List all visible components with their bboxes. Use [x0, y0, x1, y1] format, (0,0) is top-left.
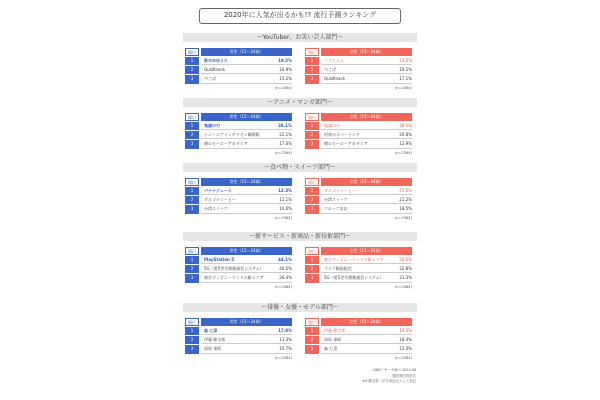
- rank-number: 1: [305, 57, 319, 65]
- table-header: [185, 113, 292, 121]
- rank-number: 1: [305, 327, 319, 335]
- rank-number: 3: [185, 205, 199, 213]
- item-percentage: 19.5%: [390, 66, 412, 74]
- item-percentage: 20.8%: [390, 131, 412, 139]
- male-ranking-table: [185, 113, 292, 155]
- table-row: [305, 187, 412, 195]
- rank-header: 順位: [185, 247, 199, 255]
- rank-number: 2: [185, 66, 199, 74]
- ranking-section: [183, 163, 417, 238]
- table-row: [185, 187, 292, 195]
- sample-size: (n=2364): [394, 150, 412, 155]
- sample-size: (n=2364): [274, 215, 292, 220]
- item-percentage: 16.9%: [270, 66, 292, 74]
- item-percentage: 10.7%: [270, 345, 292, 353]
- item-name: シン・エヴァンゲリオン劇場版: [201, 131, 270, 139]
- table-row: [185, 57, 292, 65]
- item-percentage: 44.1%: [270, 256, 292, 264]
- rank-number: 1: [305, 122, 319, 130]
- sample-size: (n=2364): [394, 215, 412, 220]
- item-name: 鬼滅の刃: [321, 122, 390, 130]
- rank-number: 2: [185, 336, 199, 344]
- female-ranking-table: [305, 113, 412, 155]
- item-percentage: 12.3%: [270, 187, 292, 195]
- table-row: [185, 345, 292, 353]
- rank-number: 3: [185, 345, 199, 353]
- item-name: ダルゴナコーヒー: [321, 187, 390, 195]
- item-percentage: 31.3%: [390, 274, 412, 282]
- rank-number: 3: [185, 75, 199, 83]
- item-name: 清原 果耶: [201, 345, 270, 353]
- rank-header: 順位: [185, 318, 199, 326]
- rank-header: 順位: [305, 318, 319, 326]
- rank-header: 順位: [185, 113, 199, 121]
- female-category-header: 女性（15〜24歳）: [321, 113, 412, 121]
- sample-size: (n=2364): [274, 355, 292, 360]
- table-row: [185, 274, 292, 282]
- item-name: 鬼滅の刃: [201, 122, 270, 130]
- item-name: 台湾スイーツ: [321, 196, 390, 204]
- rank-number: 2: [305, 336, 319, 344]
- male-category-header: 男性（15〜24歳）: [201, 113, 292, 121]
- item-name: 僕のヒーローアカデミア: [321, 140, 390, 148]
- table-row: [305, 274, 412, 282]
- item-name: 伊藤 健太郎: [321, 327, 390, 335]
- rank-header: 順位: [305, 48, 319, 56]
- table-row: [305, 345, 412, 353]
- rank-number: 1: [305, 187, 319, 195]
- sample-size: (n=2364): [394, 284, 412, 289]
- female-category-header: 女性（15〜24歳）: [321, 178, 412, 186]
- rank-number: 1: [185, 122, 199, 130]
- rank-header: 順位: [305, 113, 319, 121]
- female-category-header: 女性（15〜24歳）: [321, 247, 412, 255]
- male-ranking-table: [185, 247, 292, 289]
- item-name: フルーツ氷岩: [321, 205, 390, 213]
- item-percentage: 21.6%: [390, 187, 412, 195]
- rank-header: 順位: [305, 178, 319, 186]
- item-percentage: 36.5%: [390, 122, 412, 130]
- sample-size: (n=2364): [274, 85, 292, 90]
- table-header: [185, 318, 292, 326]
- male-ranking-table: [185, 318, 292, 360]
- rank-number: 3: [185, 274, 199, 282]
- item-name: ライブ動画配信: [321, 265, 390, 273]
- item-name: 台湾スイーツ: [201, 205, 270, 213]
- rank-number: 1: [185, 327, 199, 335]
- table-row: [305, 122, 412, 130]
- item-percentage: 12.1%: [270, 196, 292, 204]
- item-percentage: 19.3%: [390, 327, 412, 335]
- item-name: 森 七菜: [201, 327, 270, 335]
- item-name: ダルゴナコーヒー: [201, 196, 270, 204]
- rank-number: 1: [185, 256, 199, 264]
- item-percentage: 32.8%: [390, 265, 412, 273]
- item-percentage: 15.2%: [270, 75, 292, 83]
- item-percentage: 12.9%: [390, 140, 412, 148]
- source-note: [362, 368, 416, 385]
- item-percentage: 18.5%: [390, 205, 412, 213]
- table-header: [185, 48, 292, 56]
- item-name: 鈴木ゆゆうた: [201, 57, 270, 65]
- item-name: 5G（第5世代移動通信システム）: [201, 265, 270, 273]
- item-percentage: 17.1%: [390, 75, 412, 83]
- item-name: 森 七菜: [321, 345, 390, 353]
- item-percentage: 12.4%: [390, 345, 412, 353]
- table-row: [305, 256, 412, 264]
- male-category-header: 男性（15〜24歳）: [201, 247, 292, 255]
- item-percentage: 26.4%: [270, 274, 292, 282]
- table-row: [305, 265, 412, 273]
- male-ranking-table: [185, 48, 292, 90]
- item-name: QuizKnock: [201, 66, 270, 74]
- table-header: [305, 178, 412, 186]
- table-row: [185, 196, 292, 204]
- rank-number: 3: [185, 140, 199, 148]
- item-name: 東京ディズニーランドの新エリア: [201, 274, 270, 282]
- table-row: [185, 265, 292, 273]
- table-row: [305, 66, 412, 74]
- rank-header: 順位: [185, 178, 199, 186]
- item-percentage: 22.1%: [270, 131, 292, 139]
- rank-number: 2: [185, 265, 199, 273]
- table-row: [305, 57, 412, 65]
- rank-header: 順位: [185, 48, 199, 56]
- male-category-header: 男性（15〜24歳）: [201, 48, 292, 56]
- item-name: QuizKnock: [321, 75, 390, 83]
- item-percentage: 18.4%: [390, 336, 412, 344]
- table-row: [185, 205, 292, 213]
- table-row: [185, 256, 292, 264]
- table-row: [185, 140, 292, 148]
- section-heading: 〜YouTuber、お笑い芸人部門〜: [183, 33, 417, 42]
- table-header: [305, 48, 412, 56]
- item-name: ぺこぱ: [201, 75, 270, 83]
- item-name: 伊藤 健太郎: [201, 336, 270, 344]
- item-name: 清原 果耶: [321, 336, 390, 344]
- page-title: 2020年に人気が出るかも!? 流行予測ランキング: [199, 8, 401, 24]
- item-percentage: 17.8%: [270, 327, 292, 335]
- table-header: [305, 247, 412, 255]
- section-heading: 〜アニメ・マンガ部門〜: [183, 98, 417, 107]
- rank-number: 2: [305, 66, 319, 74]
- source-line: LINEリサーチ調べ 2020.06: [373, 368, 416, 372]
- item-percentage: 26.1%: [270, 122, 292, 130]
- item-percentage: 23.0%: [390, 57, 412, 65]
- section-heading: 〜食べ物・スイーツ部門〜: [183, 163, 417, 172]
- sample-size: (n=2364): [274, 284, 292, 289]
- table-row: [185, 336, 292, 344]
- female-category-header: 女性（15〜24歳）: [321, 318, 412, 326]
- rank-number: 2: [305, 196, 319, 204]
- item-percentage: 19.5%: [270, 57, 292, 65]
- rank-number: 3: [305, 75, 319, 83]
- table-row: [185, 75, 292, 83]
- male-category-header: 男性（15〜24歳）: [201, 318, 292, 326]
- female-ranking-table: [305, 318, 412, 360]
- rank-number: 2: [185, 131, 199, 139]
- rank-number: 3: [305, 140, 319, 148]
- item-percentage: 17.0%: [270, 140, 292, 148]
- rank-number: 3: [305, 345, 319, 353]
- rank-header: 順位: [305, 247, 319, 255]
- table-header: [305, 318, 412, 326]
- item-name: バナナジュース: [201, 187, 270, 195]
- table-row: [305, 336, 412, 344]
- item-name: 僕のヒーローアカデミア: [201, 140, 270, 148]
- sample-size: (n=2364): [394, 355, 412, 360]
- table-row: [305, 140, 412, 148]
- table-row: [185, 122, 292, 130]
- rank-number: 3: [305, 274, 319, 282]
- rank-number: 1: [185, 187, 199, 195]
- item-percentage: 21.2%: [390, 196, 412, 204]
- table-header: [185, 247, 292, 255]
- sample-size: (n=2364): [274, 150, 292, 155]
- rank-number: 2: [305, 265, 319, 273]
- table-row: [305, 75, 412, 83]
- female-ranking-table: [305, 48, 412, 90]
- ranking-section: [183, 303, 417, 378]
- female-ranking-table: [305, 178, 412, 220]
- item-percentage: 11.3%: [270, 336, 292, 344]
- table-row: [185, 66, 292, 74]
- section-heading: 〜俳優・女優・モデル部門〜: [183, 303, 417, 312]
- rank-number: 2: [185, 196, 199, 204]
- table-row: [305, 131, 412, 139]
- rounding-note: ※小数点第二位を四捨五入して表記: [362, 379, 416, 383]
- item-name: 約束のネバーランド: [321, 131, 390, 139]
- male-ranking-table: [185, 178, 292, 220]
- table-row: [305, 327, 412, 335]
- table-header: [305, 113, 412, 121]
- sample-size: (n=2364): [394, 85, 412, 90]
- method-line: 選択肢回答形式: [392, 373, 416, 378]
- item-percentage: 10.6%: [270, 205, 292, 213]
- rank-number: 1: [305, 256, 319, 264]
- table-row: [185, 131, 292, 139]
- section-heading: 〜新サービス・新商品・新技術部門〜: [183, 232, 417, 241]
- rank-number: 3: [305, 205, 319, 213]
- item-name: PlayStation 5: [201, 256, 270, 264]
- male-category-header: 男性（15〜24歳）: [201, 178, 292, 186]
- item-name: ぺこぱ: [321, 66, 390, 74]
- item-name: 東京ディズニーランドの新エリア: [321, 256, 390, 264]
- item-name: 5G（第5世代移動通信システム）: [321, 274, 390, 282]
- female-category-header: 女性（15〜24歳）: [321, 48, 412, 56]
- rank-number: 1: [185, 57, 199, 65]
- ranking-section: [183, 232, 417, 307]
- rank-number: 2: [305, 131, 319, 139]
- table-row: [185, 327, 292, 335]
- female-ranking-table: [305, 247, 412, 289]
- item-percentage: 40.5%: [270, 265, 292, 273]
- item-name: フワちゃん: [321, 57, 390, 65]
- ranking-section: [183, 33, 417, 108]
- ranking-section: [183, 98, 417, 173]
- table-row: [305, 205, 412, 213]
- table-row: [305, 196, 412, 204]
- item-percentage: 55.5%: [390, 256, 412, 264]
- table-header: [185, 178, 292, 186]
